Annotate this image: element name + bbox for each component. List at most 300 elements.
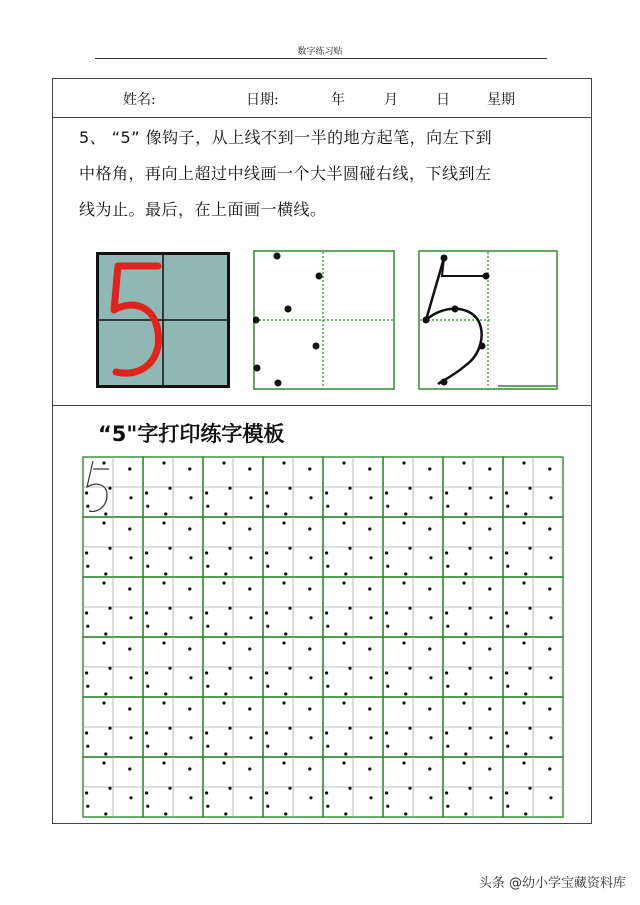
- guide-dot: [162, 761, 165, 764]
- guide-dot: [205, 731, 208, 734]
- guide-dot: [468, 607, 471, 610]
- guide-dot: [386, 565, 389, 568]
- guide-dot: [386, 805, 389, 808]
- guide-dot: [408, 727, 411, 730]
- guide-dot: [188, 587, 191, 590]
- day-label: 日: [436, 92, 450, 108]
- guide-dot: [464, 632, 467, 635]
- worksheet: [52, 78, 592, 824]
- guide-dot: [445, 611, 448, 614]
- guide-dot: [146, 625, 149, 628]
- guide-dot: [446, 745, 449, 748]
- guide-dot: [464, 512, 467, 515]
- guide-dot: [266, 505, 269, 508]
- guide-dot: [85, 611, 88, 614]
- guide-dot: [446, 565, 449, 568]
- guide-dot: [228, 487, 231, 490]
- guide-dot: [164, 572, 167, 575]
- guide-dot: [164, 632, 167, 635]
- guide-dot: [462, 701, 465, 704]
- guide-dot: [386, 745, 389, 748]
- guide-dot: [282, 701, 285, 704]
- guide-dot: [386, 685, 389, 688]
- guide-dot: [344, 752, 347, 755]
- guide-dot: [488, 587, 491, 590]
- guide-dot: [282, 461, 285, 464]
- guide-dot: [369, 736, 372, 739]
- guide-dot: [162, 701, 165, 704]
- guide-dot: [385, 551, 388, 554]
- guide-dot: [108, 667, 111, 670]
- guide-dot: [188, 467, 191, 470]
- guide-dot: [308, 707, 311, 710]
- guide-dot: [489, 796, 492, 799]
- guide-dot: [309, 676, 312, 679]
- guide-dot: [464, 572, 467, 575]
- example-dot-guide: [253, 250, 395, 390]
- guide-dot: [248, 767, 251, 770]
- guide-dot: [145, 611, 148, 614]
- guide-dot: [205, 491, 208, 494]
- guide-dot: [429, 496, 432, 499]
- guide-dot: [369, 496, 372, 499]
- guide-dot: [528, 727, 531, 730]
- guide-dot: [386, 505, 389, 508]
- guide-dot: [288, 607, 291, 610]
- guide-dot: [104, 692, 107, 695]
- guide-dot: [129, 556, 132, 559]
- guide-dot: [164, 812, 167, 815]
- guide-dot: [249, 796, 252, 799]
- guide-dot: [102, 761, 105, 764]
- guide-dot: [549, 796, 552, 799]
- guide-dot: [189, 736, 192, 739]
- guide-dot: [404, 692, 407, 695]
- guide-dot: [86, 625, 89, 628]
- guide-dot: [248, 467, 251, 470]
- guide-dot: [326, 745, 329, 748]
- name-label: 姓名:: [123, 92, 156, 108]
- guide-dot: [524, 812, 527, 815]
- guide-dot: [408, 667, 411, 670]
- guide-dot: [288, 667, 291, 670]
- guide-dot: [222, 761, 225, 764]
- guide-dot: [188, 527, 191, 530]
- guide-dot: [128, 527, 131, 530]
- guide-dot: [368, 467, 371, 470]
- guide-dot: [325, 551, 328, 554]
- guide-dot: [404, 512, 407, 515]
- guide-dot: [326, 805, 329, 808]
- guide-dot: [205, 551, 208, 554]
- guide-dot: [102, 581, 105, 584]
- guide-dot: [189, 496, 192, 499]
- guide-dot: [326, 505, 329, 508]
- guide-dot: [505, 491, 508, 494]
- guide-dot: [146, 505, 149, 508]
- guide-dot: [348, 547, 351, 550]
- instruction-line: 5、 “5” 像钩子，从上线不到一半的地方起笔，向左下到: [79, 128, 493, 147]
- guide-dot: [368, 647, 371, 650]
- guide-dot: [266, 565, 269, 568]
- guide-dot: [104, 632, 107, 635]
- header-rule: [95, 58, 547, 59]
- guide-dot: [402, 641, 405, 644]
- guide-dot: [505, 671, 508, 674]
- guide-dot: [548, 527, 551, 530]
- guide-dot: [429, 736, 432, 739]
- guide-dot: [206, 565, 209, 568]
- guide-dot: [429, 676, 432, 679]
- guide-dot: [445, 731, 448, 734]
- guide-dot: [309, 796, 312, 799]
- guide-dot: [222, 461, 225, 464]
- guide-dot: [385, 731, 388, 734]
- guide-dot: [506, 505, 509, 508]
- guide-dot: [464, 812, 467, 815]
- guide-dot: [104, 812, 107, 815]
- guide-dot: [146, 565, 149, 568]
- guide-dot: [488, 707, 491, 710]
- guide-dot: [506, 685, 509, 688]
- guide-dot: [129, 496, 132, 499]
- guide-dot: [189, 556, 192, 559]
- guide-dot: [145, 491, 148, 494]
- guide-dot: [265, 731, 268, 734]
- guide-dot: [446, 505, 449, 508]
- guide-dot: [164, 512, 167, 515]
- guide-dot: [348, 607, 351, 610]
- guide-dot: [128, 467, 131, 470]
- guide-dot: [368, 527, 371, 530]
- guide-dot: [408, 787, 411, 790]
- guide-dot: [224, 512, 227, 515]
- guide-dot: [468, 667, 471, 670]
- guide-dot: [548, 587, 551, 590]
- guide-dot: [228, 667, 231, 670]
- guide-dot: [162, 581, 165, 584]
- guide-dot: [129, 736, 132, 739]
- guide-dot: [284, 512, 287, 515]
- guide-dot: [265, 671, 268, 674]
- guide-dot: [428, 467, 431, 470]
- guide-dot: [309, 736, 312, 739]
- guide-dot: [429, 556, 432, 559]
- guide-dot: [206, 805, 209, 808]
- month-label: 月: [384, 92, 398, 108]
- guide-dot: [528, 487, 531, 490]
- guide-dot: [506, 565, 509, 568]
- guide-dot: [168, 667, 171, 670]
- guide-dot: [528, 787, 531, 790]
- guide-dot: [102, 461, 105, 464]
- guide-dot: [446, 805, 449, 808]
- guide-dot: [189, 796, 192, 799]
- guide-dot: [548, 707, 551, 710]
- guide-dot: [224, 692, 227, 695]
- guide-dot: [468, 547, 471, 550]
- example-traced-five: [418, 250, 558, 390]
- guide-dot: [146, 805, 149, 808]
- guide-dot: [326, 685, 329, 688]
- guide-dot: [348, 787, 351, 790]
- guide-dot: [162, 521, 165, 524]
- guide-dot: [266, 745, 269, 748]
- guide-dot: [524, 512, 527, 515]
- guide-dot: [342, 641, 345, 644]
- guide-dot: [224, 572, 227, 575]
- guide-dot: [505, 791, 508, 794]
- guide-dot: [224, 752, 227, 755]
- guide-dot: [206, 625, 209, 628]
- practice-grid: [81, 455, 565, 819]
- guide-dot: [402, 521, 405, 524]
- guide-dot: [522, 641, 525, 644]
- guide-dot: [308, 527, 311, 530]
- guide-dot: [129, 616, 132, 619]
- guide-dot: [549, 556, 552, 559]
- date-label: 日期:: [246, 92, 279, 108]
- guide-dot: [145, 671, 148, 674]
- guide-dot: [489, 616, 492, 619]
- guide-dot: [104, 512, 107, 515]
- guide-dot: [228, 547, 231, 550]
- guide-dot: [344, 692, 347, 695]
- guide-dot: [222, 701, 225, 704]
- guide-dot: [402, 761, 405, 764]
- guide-dot: [369, 556, 372, 559]
- guide-dot: [524, 632, 527, 635]
- guide-dot: [189, 676, 192, 679]
- guide-dot: [368, 587, 371, 590]
- guide-dot: [522, 701, 525, 704]
- guide-dot: [548, 467, 551, 470]
- guide-dot: [462, 581, 465, 584]
- guide-dot: [446, 685, 449, 688]
- guide-dot: [288, 547, 291, 550]
- guide-dot: [309, 616, 312, 619]
- guide-dot: [522, 581, 525, 584]
- guide-dot: [429, 616, 432, 619]
- guide-dot: [506, 745, 509, 748]
- guide-dot: [102, 701, 105, 704]
- guide-dot: [325, 611, 328, 614]
- guide-dot: [385, 671, 388, 674]
- guide-dot: [162, 641, 165, 644]
- guide-dot: [128, 767, 131, 770]
- weekday-label: 星期: [487, 92, 515, 108]
- guide-dot: [505, 611, 508, 614]
- guide-dot: [404, 812, 407, 815]
- guide-dot: [168, 787, 171, 790]
- guide-dot: [249, 616, 252, 619]
- guide-dot: [428, 707, 431, 710]
- guide-dot: [282, 641, 285, 644]
- guide-dot: [429, 796, 432, 799]
- guide-dot: [164, 752, 167, 755]
- guide-dot: [326, 565, 329, 568]
- guide-dot: [342, 461, 345, 464]
- guide-dot: [206, 685, 209, 688]
- guide-dot: [344, 512, 347, 515]
- guide-dot: [168, 547, 171, 550]
- guide-dot: [468, 727, 471, 730]
- guide-dot: [404, 572, 407, 575]
- guide-dot: [344, 572, 347, 575]
- guide-dot: [248, 647, 251, 650]
- guide-dot: [85, 671, 88, 674]
- guide-dot: [228, 727, 231, 730]
- guide-dot: [265, 551, 268, 554]
- guide-dot: [468, 487, 471, 490]
- guide-dot: [489, 556, 492, 559]
- guide-dot: [168, 607, 171, 610]
- guide-dot: [524, 692, 527, 695]
- guide-dot: [344, 812, 347, 815]
- guide-dot: [369, 796, 372, 799]
- guide-dot: [265, 611, 268, 614]
- guide-dot: [489, 736, 492, 739]
- guide-dot: [224, 632, 227, 635]
- instruction-line: 线为止。最后，在上面画一横线。: [79, 200, 327, 219]
- guide-dot: [462, 761, 465, 764]
- guide-dot: [522, 761, 525, 764]
- guide-dot: [308, 647, 311, 650]
- guide-dot: [528, 547, 531, 550]
- guide-dot: [284, 632, 287, 635]
- guide-dot: [104, 572, 107, 575]
- guide-dot: [524, 752, 527, 755]
- guide-dot: [404, 752, 407, 755]
- guide-dot: [528, 607, 531, 610]
- guide-dot: [505, 551, 508, 554]
- guide-dot: [428, 527, 431, 530]
- page-header: 数字练习贴: [297, 47, 343, 57]
- guide-dot: [548, 647, 551, 650]
- guide-dot: [248, 587, 251, 590]
- guide-dot: [266, 625, 269, 628]
- guide-dot: [348, 487, 351, 490]
- template-title: “5"字打印练字模板: [98, 422, 285, 446]
- guide-dot: [108, 787, 111, 790]
- guide-dot: [282, 761, 285, 764]
- instructions: [79, 124, 579, 232]
- guide-dot: [282, 581, 285, 584]
- guide-dot: [128, 707, 131, 710]
- guide-dot: [522, 521, 525, 524]
- guide-dot: [385, 491, 388, 494]
- guide-dot: [145, 791, 148, 794]
- guide-dot: [488, 647, 491, 650]
- guide-dot: [108, 727, 111, 730]
- guide-dot: [342, 701, 345, 704]
- guide-dot: [369, 616, 372, 619]
- guide-dot: [309, 496, 312, 499]
- guide-dot: [445, 551, 448, 554]
- guide-dot: [402, 581, 405, 584]
- guide-dot: [309, 556, 312, 559]
- guide-dot: [85, 491, 88, 494]
- guide-dot: [222, 581, 225, 584]
- guide-dot: [282, 521, 285, 524]
- guide-dot: [128, 647, 131, 650]
- guide-dot: [162, 461, 165, 464]
- guide-dot: [222, 641, 225, 644]
- year-label: 年: [331, 92, 345, 108]
- guide-dot: [188, 647, 191, 650]
- instruction-line: 中格角，再向上超过中线画一个大半圆碰右线，下线到左: [79, 164, 492, 183]
- guide-dot: [428, 647, 431, 650]
- guide-dot: [205, 611, 208, 614]
- guide-dot: [524, 572, 527, 575]
- guide-dot: [404, 632, 407, 635]
- guide-dot: [222, 521, 225, 524]
- guide-dot: [308, 767, 311, 770]
- guide-dot: [462, 641, 465, 644]
- guide-dot: [446, 625, 449, 628]
- guide-dot: [428, 587, 431, 590]
- guide-dot: [445, 671, 448, 674]
- guide-dot: [445, 491, 448, 494]
- guide-dot: [102, 521, 105, 524]
- guide-dot: [522, 461, 525, 464]
- guide-dot: [146, 685, 149, 688]
- guide-dot: [228, 607, 231, 610]
- guide-dot: [86, 685, 89, 688]
- guide-dot: [164, 692, 167, 695]
- guide-dot: [206, 505, 209, 508]
- guide-dot: [505, 731, 508, 734]
- guide-dot: [368, 707, 371, 710]
- guide-dot: [205, 791, 208, 794]
- guide-dot: [408, 607, 411, 610]
- guide-dot: [549, 736, 552, 739]
- guide-dot: [108, 607, 111, 610]
- guide-dot: [168, 727, 171, 730]
- guide-dot: [228, 787, 231, 790]
- guide-dot: [462, 461, 465, 464]
- guide-dot: [288, 787, 291, 790]
- guide-dot: [265, 791, 268, 794]
- guide-dot: [488, 767, 491, 770]
- guide-dot: [145, 551, 148, 554]
- guide-dot: [549, 616, 552, 619]
- guide-dot: [248, 527, 251, 530]
- guide-dot: [284, 812, 287, 815]
- guide-dot: [489, 676, 492, 679]
- guide-dot: [342, 761, 345, 764]
- footer-watermark: 头条 @幼小学宝藏资料库: [478, 876, 626, 891]
- guide-dot: [265, 491, 268, 494]
- guide-dot: [102, 641, 105, 644]
- guide-dot: [86, 805, 89, 808]
- guide-dot: [206, 745, 209, 748]
- guide-dot: [506, 805, 509, 808]
- guide-dot: [549, 496, 552, 499]
- guide-dot: [528, 667, 531, 670]
- guide-dot: [408, 487, 411, 490]
- guide-dot: [488, 527, 491, 530]
- guide-dot: [85, 551, 88, 554]
- guide-dot: [402, 461, 405, 464]
- guide-dot: [249, 496, 252, 499]
- guide-dot: [468, 787, 471, 790]
- guide-dot: [386, 625, 389, 628]
- guide-dot: [85, 791, 88, 794]
- section-divider: [53, 405, 591, 406]
- guide-dot: [266, 805, 269, 808]
- guide-dot: [189, 616, 192, 619]
